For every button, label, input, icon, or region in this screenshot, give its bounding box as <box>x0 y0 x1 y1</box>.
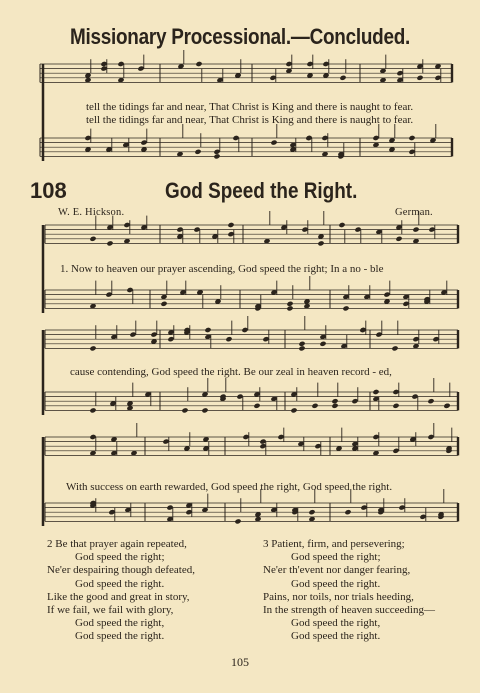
note-head <box>395 236 402 242</box>
verse-line: God speed the right. <box>291 630 381 643</box>
note-head <box>317 240 324 246</box>
verse-3 <box>263 538 435 644</box>
verse-line: God speed the right, <box>75 617 165 630</box>
note-head <box>338 222 345 228</box>
hymn-tune: German. <box>395 207 433 218</box>
note-head <box>443 403 450 409</box>
note-head <box>253 403 260 409</box>
verse-line: God speed the right. <box>291 577 381 590</box>
verse-line: Like the good and great in story, <box>47 590 190 603</box>
note-head <box>201 407 208 413</box>
note-head <box>204 327 211 333</box>
note-head <box>234 518 241 524</box>
note-head <box>339 75 346 81</box>
verse-line: God speed the right. <box>75 630 165 643</box>
lyric-system-3: With success on earth rewarded, God speed the right, God speed the right. <box>66 481 393 493</box>
note-head <box>412 227 419 233</box>
note-head <box>89 236 96 242</box>
note-head <box>408 135 415 141</box>
verse-line: Ne'er th'event nor danger fearing, <box>263 564 411 577</box>
note-head <box>227 222 234 228</box>
note-head <box>427 398 434 404</box>
lyric-system-2: cause contending, God speed the right. Be our zeal in heaven record - ed, <box>70 366 392 378</box>
note-head <box>344 509 351 515</box>
lyric-line-top-2: tell the tidings far and near, That Christ is King and there is naught to fear. <box>86 114 414 126</box>
note-head <box>194 149 201 155</box>
hymn-number: 108 <box>30 178 67 203</box>
verse-line: In the strength of heaven succeeding— <box>263 604 435 617</box>
page-number: 105 <box>231 655 249 669</box>
note-head <box>331 403 338 409</box>
lyric-line-top-1: tell the tidings far and near, That Christ is King and there is naught to fear. <box>86 101 414 113</box>
verse-line: Pains, nor toils, nor trials heeding, <box>263 590 414 603</box>
verse-line: God speed the right, <box>291 617 381 630</box>
hymn-author: W. E. Hickson. <box>58 207 125 218</box>
section-title: Missionary Processional.—Concluded. <box>69 24 411 49</box>
note-head <box>286 305 293 311</box>
note-head <box>392 403 399 409</box>
note-head <box>89 345 96 351</box>
note-head <box>298 345 305 351</box>
note-head <box>416 75 423 81</box>
note-head <box>89 407 96 413</box>
note-head <box>331 398 338 404</box>
note-head <box>195 61 202 67</box>
verse-line: 2 Be that prayer again repeated, <box>47 538 187 550</box>
note-head <box>391 345 398 351</box>
verse-line: Ne'er despairing though defeated, <box>47 564 195 577</box>
note-head <box>225 336 232 342</box>
note-head <box>311 403 318 409</box>
note-head <box>181 407 188 413</box>
note-head <box>160 301 167 307</box>
note-head <box>342 305 349 311</box>
verse-line: God speed the right; <box>75 551 165 564</box>
note-head <box>286 301 293 307</box>
note-head <box>213 153 220 159</box>
note-head <box>270 140 277 146</box>
note-head <box>290 407 297 413</box>
note-head <box>106 240 113 246</box>
note-head <box>319 341 326 347</box>
verse-line: God speed the right; <box>291 551 381 564</box>
verse-line: God speed the right. <box>75 577 165 590</box>
verse-2 <box>47 538 195 644</box>
verse-line: 3 Patient, firm, and persevering; <box>263 538 405 550</box>
lyric-system-1: 1. Now to heaven our prayer ascending, God speed the right; In a no - ble <box>60 263 384 275</box>
note-head <box>308 509 315 515</box>
note-head <box>298 341 305 347</box>
note-head <box>372 389 379 395</box>
hymn-title: God Speed the Right. <box>165 178 358 203</box>
verse-line: If we fail, we fail with glory, <box>47 604 174 617</box>
